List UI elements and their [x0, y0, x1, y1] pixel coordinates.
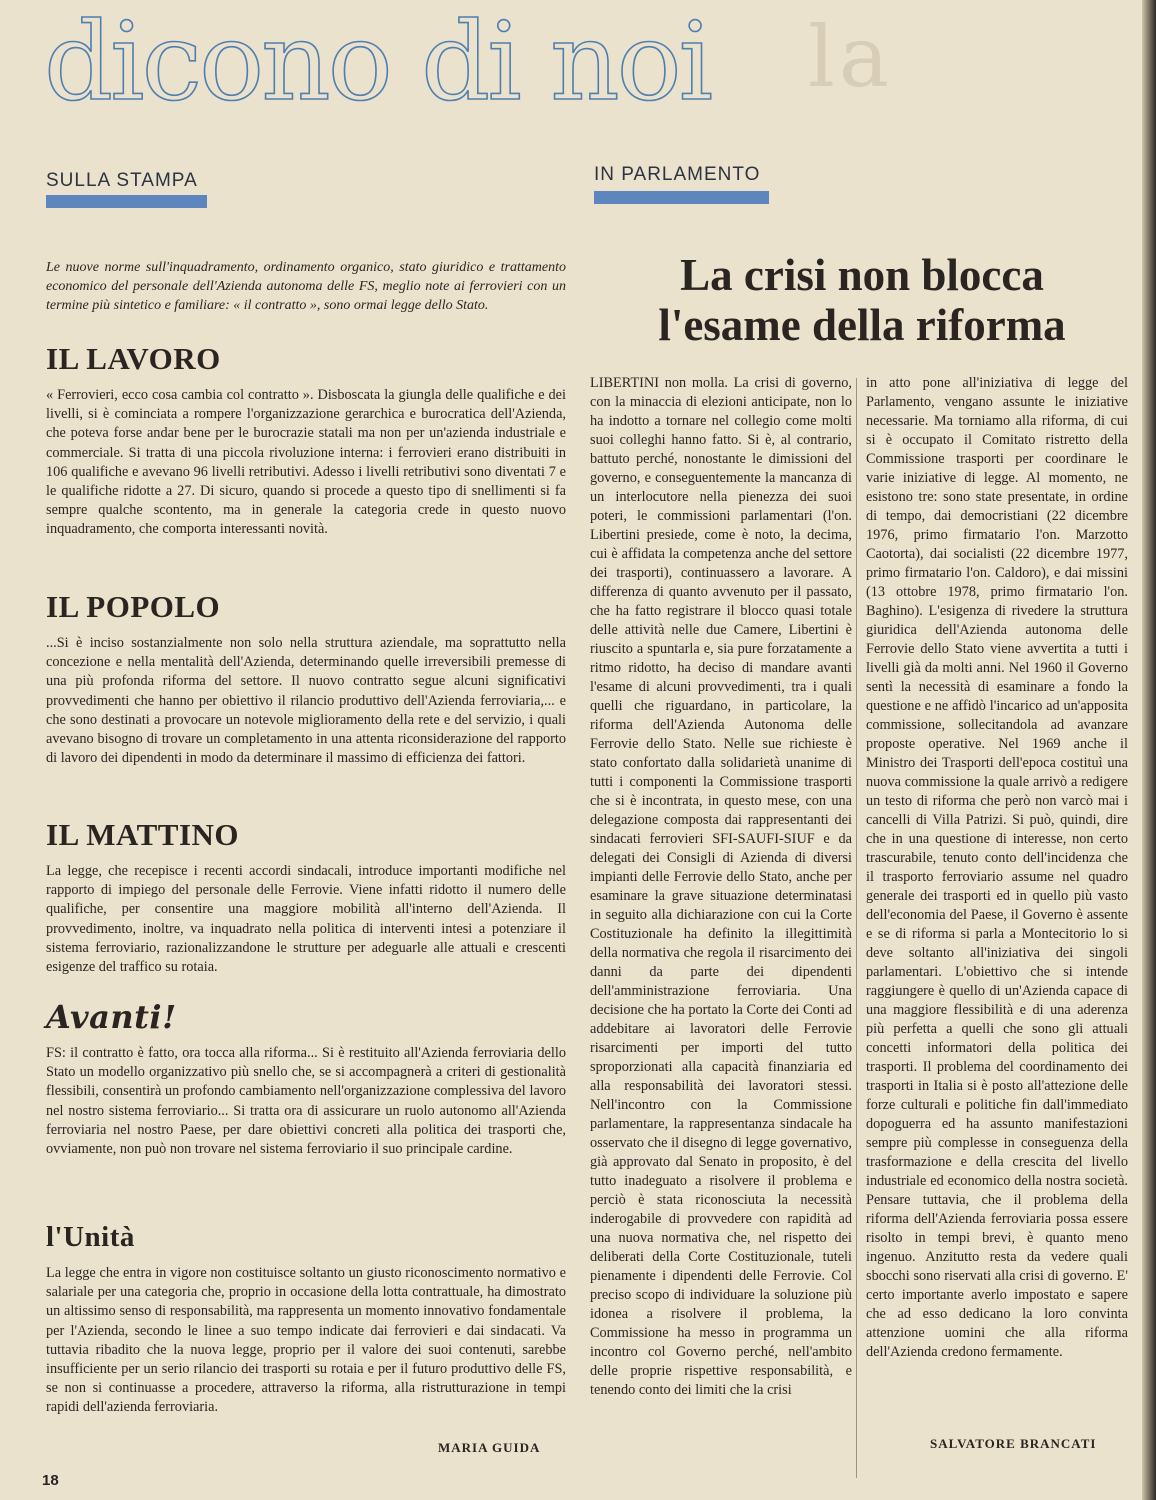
publication-name: IL LAVORO: [46, 341, 221, 376]
press-quote: « Ferrovieri, ecco cosa cambia col contratto ». Disboscata la giungla delle qualifiche e dei livelli, si è cominciata a rompere l'organizzazione gerarchica e burocratica dell'Azienda, che poteva forse andar bene per le burocrazie statali ma non per un'azienda industriale e commerciale. Si tratta di una piccola rivoluzione interna: i ferrovieri erano distribuiti in 106 qualifiche e avevano 96 livelli retributivi. Adesso i livelli retributivi sono diventati 7 e le qualifiche ridotte a 27. Di sicuro, quando si procede a questo tipo di snellimenti si fa sempre qualche scontento, ma in generale la categoria crede in questo nuovo inquadramento, che comporta interessanti novità.: [46, 387, 566, 538]
intro-paragraph: Le nuove norme sull'inquadramento, ordinamento organico, stato giuridico e trattamento economico del personale dell'Azienda autonoma delle FS, meglio note ai ferrovieri con un termine più sintetico e familiare: « il contratto », sono ormai legge dello Stato.: [46, 260, 566, 313]
section-bar-press: [46, 195, 207, 208]
article-column-2: in atto pone all'iniziativa di legge del Parlamento, vengano assunte le iniziative necessarie. Ma torniamo alla riforma, di cui si è occupato il Comitato ristretto della Commissione trasporti per coordinare le varie iniziative di legge. Al momento, ne esistono tre: sono state presentate, in ordine di tempo, dai democristiani (22 dicembre 1976, primo firmatario l'on. Marzotto Caotorta), dai socialisti (22 dicembre 1977, primo firmatario l'on. Caldoro), e dai missini (13 ottobre 1978, primo firmatario l'on. Baghino). L'esigenza di rivedere la struttura giuridica dell'Azienda autonoma delle Ferrovie dello Stato viene avvertita a tutti i livelli già da molti anni. Nel 1960 il Governo sentì la necessità di esaminare a fondo la questione e ne affidò l'incarico ad un'apposita commissione, sollecitandola ad avanzare proposte operative. Nel 1969 anche il Ministro dei Trasporti dell'epoca costituì una nuova commissione la quale arrivò a redigere un testo di riforma che però non varcò mai i cancelli di Villa Patrizi. Si può, quindi, dire che in una questione di interesse, non certo trascurabile, tenuto conto dell'incidenza che il trasporto ferroviario assume nel quadro generale dei trasporti ed in quello più vasto dell'economia del Paese, il Governo è assente e se di riforma si parla a Montecitorio lo si deve soltanto all'iniziativa dei singoli parlamentari. L'obiettivo che si intende raggiungere è quello di un'Azienda capace di una maggiore flessibilità e di una aderenza più perfetta a quelli che sono gli attuali concetti informatori della politica dei trasporti. Il problema del coordinamento dei trasporti in Italia si è posto all'attezione delle forze culturali e politiche fin dall'immediato dopoguerra ed ha assunto manifestazioni sempre più complesse in conseguenza della trasformazione e della crescita del livello industriale ed economico della nostra società. Pensare tuttavia, che il problema della riforma dell'Azienda ferroviaria possa essere risolto in tempi brevi, è quanto meno ingenuo. Anzitutto resta da vedere quali sbocchi sono riservati alla crisi di governo. E' certo importante averlo impostato e sapere che ad esso dedicano la loro convinta attenzione uomini che alla riforma dell'Azienda credono fermamente.: [866, 375, 1128, 1360]
headline-line-2: l'esame della riforma: [658, 300, 1066, 350]
press-item-il-lavoro: [46, 342, 566, 540]
page-number: 18: [42, 1472, 59, 1489]
page-binding-edge: [1142, 0, 1156, 1500]
section-bar-parliament: [594, 191, 769, 204]
publication-name: IL MATTINO: [46, 817, 240, 852]
section-label-press: SULLA STAMPA: [46, 170, 198, 191]
left-author-signature: MARIA GUIDA: [438, 1440, 541, 1455]
publication-name: l'Unità: [46, 1221, 135, 1253]
publication-name: Avanti!: [46, 998, 177, 1036]
press-quote: La legge, che recepisce i recenti accordi sindacali, introduce importanti modifiche nel rapporto di impiego del personale delle Ferrovie. Viene infatti ridotto il numero delle qualifiche, per consentire una maggiore mobilità all'interno dell'Azienda. Il provvedimento, inoltre, va inquadrato nella politica di interventi intesi a potenziare il sistema ferroviario, razionalizzandone le strutture per adeguarle alle attuali e crescenti esigenze del traffico su rotaia.: [46, 863, 566, 976]
press-item-il-mattino: [46, 818, 566, 977]
publication-name: IL POPOLO: [46, 589, 221, 624]
press-quote: La legge che entra in vigore non costituisce soltanto un giusto riconoscimento normativo e salariale per una categoria che, proprio in occasione della lotta contrattuale, ha dimostrato un altissimo senso di responsabilità, ma rappresenta un momento innovativo fondamentale per l'Azienda, secondo le linee a suo tempo indicate dai ferrovieri e dai sindacati. Va tuttavia ribadito che la nuova legge, proprio per il valore dei suoi contenuti, sarebbe insufficiente per un serio rilancio dei trasporti su rotaia e per il futuro produttivo delle FS, se non si continuasse a procedere, attraverso la riforma, alla ristrutturazione in tempi rapidi dell'azienda ferroviaria.: [46, 1265, 566, 1416]
right-author-signature: SALVATORE BRANCATI: [930, 1436, 1097, 1451]
section-label-parliament: IN PARLAMENTO: [594, 164, 761, 185]
headline-line-1: La crisi non blocca: [680, 250, 1044, 300]
article-headline: [592, 250, 1132, 350]
press-quote: FS: il contratto è fatto, ora tocca alla riforma... Si è restituito all'Azienda ferroviaria dello Stato un modello organizzativo più snello che, se si accompagnerà a criteri di gestionalità flessibili, consentirà un profondo cambiamento nell'organizzazione complessiva del lavoro nel nostro sistema ferroviario... Si tratta ora di assicurare un ruolo autonomo all'Azienda ferroviaria nel nostro Paese, per dare obiettivi concreti alla politica dei trasporti che, ovviamente, non può non trovare nel sistema ferroviario il suo principale cardine.: [46, 1045, 566, 1158]
article-column-1: LIBERTINI non molla. La crisi di governo, con la minaccia di elezioni anticipate, non lo ha indotto a tornare nel collegio come molti suoi colleghi hanno fatto. Si è, al contrario, battuto perché, nonostante le dimissioni del governo, e conseguentemente la mancanza di un interlocutore nella pienezza dei suoi poteri, le commissioni parlamentari (l'on. Libertini presiede, come è noto, la decima, cui è affidata la competenza anche del settore dei trasporti), continuassero a lavorare. A differenza di quanto avvenuto per il passato, che ha fatto registrare il blocco quasi totale delle attività nelle due Camere, Libertini è riuscito a spuntarla e, sia pure forzatamente a ritmo ridotto, ha deciso di mandare avanti l'esame di alcuni provvedimenti, tra i quali quelli che riguardano, in particolare, la riforma dell'Azienda Autonoma delle Ferrovie dello Stato. Nelle sue richieste è stato confortato dalla solidarietà unanime di tutti i componenti la Commissione trasporti che si è incontrata, in questo mese, con una delegazione composta dai rappresentanti dei sindacati ferrovieri SFI-SAUFI-SIUF e da delegati dei Consigli di Azienda di diversi impianti delle Ferrovie dello Stato, anche per esaminare la grave situazione determinatasi in seguito alla dichiarazione con cui la Corte Costituzionale ha definito la illegittimità della normativa che regola il risarcimento dei danni da parte dei dipendenti dell'amministrazione ferroviaria. Una decisione che ha portato la Corte dei Conti ad addebitare ai lavoratori delle Ferrovie risarcimenti per importi del tutto sproporzionati alla capacità finanziaria ed alla responsabilità dei lavoratori stessi. Nell'incontro con la Commissione parlamentare, la rappresentanza sindacale ha osservato che il disegno di legge governativo, già approvato dal Senato in proposito, è del tutto inadeguato a risolvere il problema e perciò è stata riconosciuta la necessità inderogabile di provvedere con rapidità ad una nuova normativa che, nel rispetto dei deliberati della Corte Costituzionale, tuteli pienamente i dipendenti delle Ferrovie. Col preciso scopo di individuare la soluzione più idonea a risolvere il problema, la Commissione ha messo in programma un incontro col Governo perché, nell'ambito delle proprie rispettive responsabilità, e tenendo conto dei limiti che la crisi: [590, 375, 852, 1398]
press-item-unita: [46, 1220, 566, 1418]
press-item-avanti: [46, 1000, 566, 1159]
column-divider: [856, 378, 857, 1478]
press-quote: ...Si è inciso sostanzialmente non solo nella struttura aziendale, ma soprattutto nella concezione e nella mentalità dell'Azienda, determinando quelle irreversibili premesse di una più profonda riforma del settore. Il nuovo contratto segue alcuni significativi provvedimenti che hanno per obiettivo il rilancio produttivo dell'Azienda ferroviaria,... e che sono destinati a provocare un notevole miglioramento della rete e del servizio, i quali avevano bisogno di trovare un completamento in una attenta riconsiderazione del rapporto di lavoro dei dipendenti in modo da determinare il massimo di efficienza dei fattori.: [46, 635, 566, 767]
press-item-il-popolo: [46, 590, 566, 768]
masthead-title: dicono di noi: [44, 0, 711, 125]
adjacent-page-ghost-text: la: [808, 8, 893, 106]
